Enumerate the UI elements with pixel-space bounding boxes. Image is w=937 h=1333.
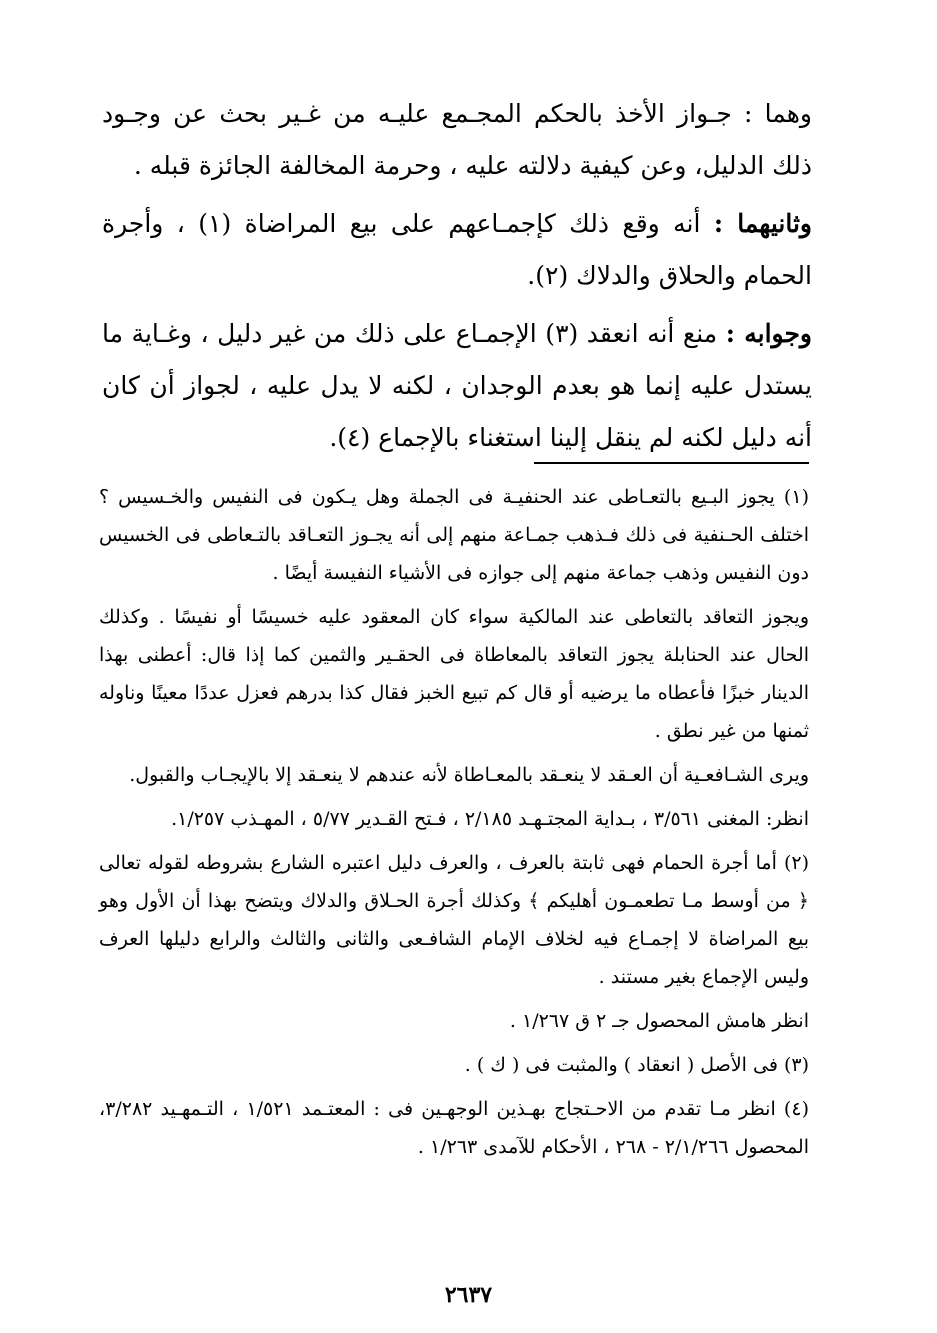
footnote-3: (٣) فى الأصل ( انعقاد ) والمثبت فى ( ك ) . — [464, 1054, 809, 1076]
paragraph-2-text: أنه وقع ذلك كإجمـاعهم على بيع المراضاة (١) ، وأجرة الحمام والحلاق والدلاك (٢). — [102, 209, 812, 290]
paragraph-2 — [102, 198, 812, 302]
footnote-1-part-3: ويرى الشـافعـية أن العـقد لا ينعـقد بالمعـاطاة لأنه عندهم لا ينعـقد إلا بالإيجـاب والقبول. — [129, 764, 809, 786]
footnote-separator — [534, 462, 809, 464]
paragraph-2-lead: وثانيهما : — [713, 209, 812, 238]
footnote-1-part-2: ويجوز التعاقد بالتعاطى عند المالكية سواء كان المعقود عليه خسيسًا أو نفيسًا . وكذلك الحال عند الحنابلة يجوز التعاقد بالمعاطاة فى الحقـير والثمين كما إذا قال: أعطنى بهذا الدينار خبزًا فأعطاه ما يرضيه أو قال كم تبيع الخبز فقال كذا بدرهم فعزل عددًا معينًا وناوله ثمنها من غير نطق . — [99, 606, 809, 742]
footnote-4: (٤) انظر مـا تقدم من الاحـتجاج بهـذين الوجهـين فى : المعتـمد ١/٥٢١ ، التـمهـيد ٣/٢٨٢، المحصول ٢/١/٢٦٦ - ٢٦٨ ، الأحكام للآمدى ١/٢٦٣ . — [99, 1098, 809, 1158]
paragraph-3-text: منع أنه انعقد (٣) الإجمـاع على ذلك من غير دليل ، وغـاية ما يستدل عليه إنما هو بعدم الوجدان ، لكنه لا يدل عليه ، لجواز أن كان أنه دليل لكنه لم ينقل إلينا استغناء بالإجماع (٤). — [102, 319, 812, 452]
footnote-1-part-1: (١) يجوز البـيع بالتعـاطى عند الحنفيـة فى الجملة وهل يـكون فى النفيس والخـسيس ؟ اختلف الحـنفية فى ذلك فـذهب جمـاعة منهم إلى أنه يجـوز التعـاقد بالتـعاطى فى الخسيس دون النفيس وذهب جماعة منهم إلى جوازه فى الأشياء النفيسة أيضًا . — [99, 486, 809, 584]
footnote-1-references: انظر: المغنى ٣/٥٦١ ، بـداية المجتـهـد ٢/١٨٥ ، فـتح القـدير ٥/٧٧ ، المهـذب ١/٢٥٧. — [171, 808, 809, 830]
main-text — [102, 88, 812, 470]
paragraph-1: وهما : جـواز الأخذ بالحكم المجـمع عليـه من غـير بحث عن وجـود ذلك الدليل، وعن كيفية دلالته عليه ، وحرمة المخالفة الجائزة قبله . — [102, 99, 812, 180]
page-number: ٢٦٣٧ — [444, 1282, 493, 1308]
footnote-2-part-1: (٢) أما أجرة الحمام فهى ثابتة بالعرف ، والعرف دليل اعتبره الشارع بشروطه لقوله تعالى ﴿ من أوسط مـا تطعمـون أهليكم ﴾ وكذلك أجرة الحـلاق والدلاك ويتضح بهذا أن الأول وهو بيع المراضاة لا إجمـاع فيه لخلاف الإمام الشافـعى والثانى والثالث والرابع دليلها العرف وليس الإجماع بغير مستند . — [99, 852, 809, 988]
paragraph-3 — [102, 308, 812, 464]
paragraph-3-lead: وجوابه : — [725, 319, 812, 348]
footnotes — [99, 478, 809, 1172]
footnote-2-references: انظر هامش المحصول جـ ٢ ق ١/٢٦٧ . — [509, 1010, 809, 1032]
